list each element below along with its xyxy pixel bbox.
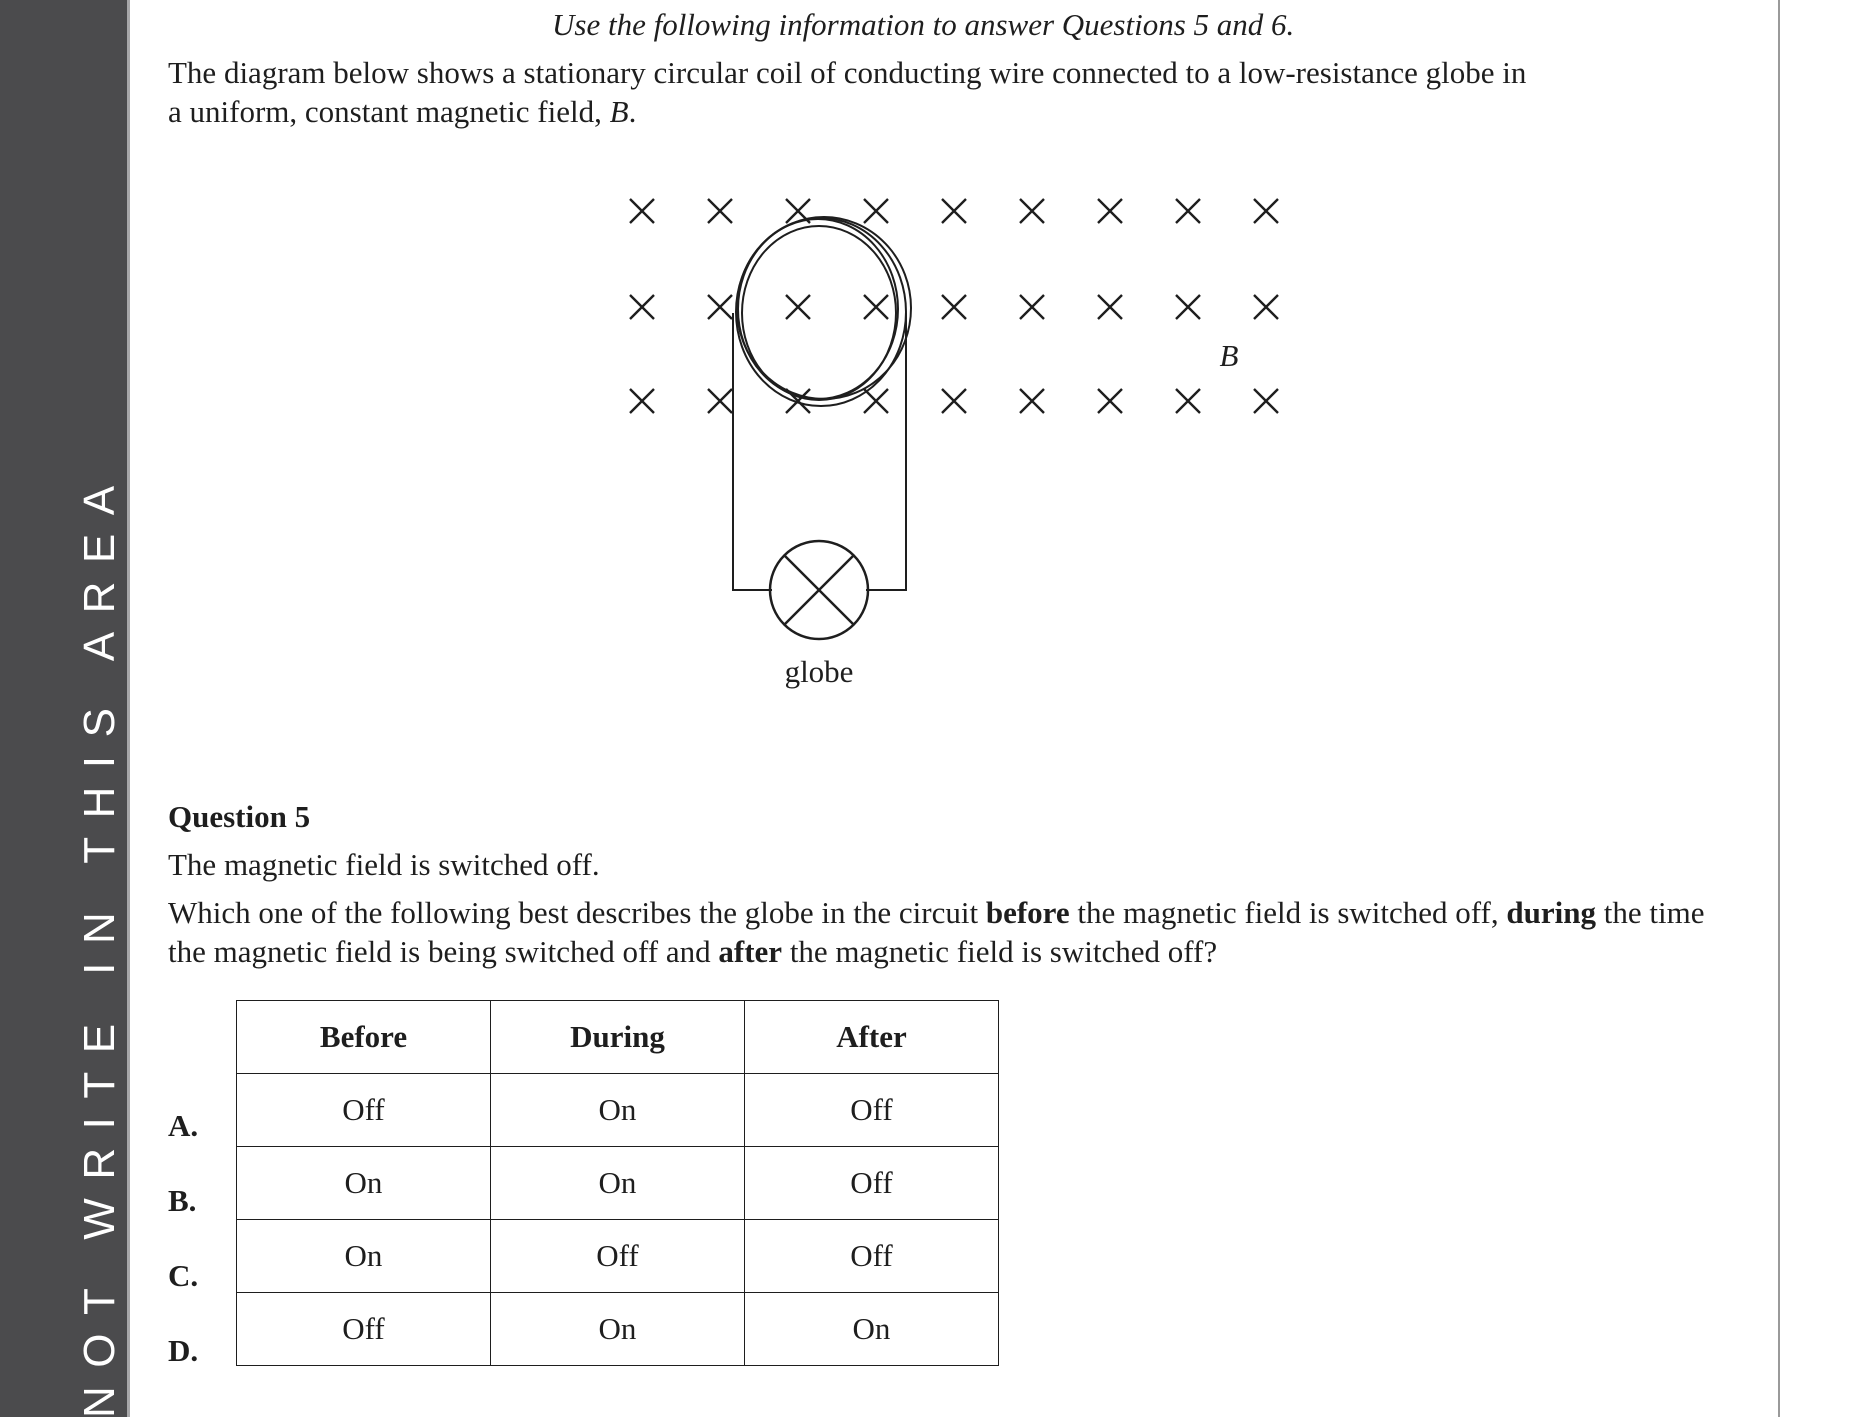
option-letter-c[interactable]: C.: [168, 1258, 199, 1293]
table-cell: On: [745, 1293, 999, 1366]
question-statement: The magnetic field is switched off.: [168, 847, 600, 882]
table-cell: On: [237, 1220, 491, 1293]
field-cross-icon: [1176, 295, 1200, 319]
answer-options-table: [236, 1000, 999, 1366]
table-cell: Off: [745, 1147, 999, 1220]
field-label: B: [1219, 338, 1239, 373]
field-cross-icon: [708, 295, 732, 319]
option-row-c[interactable]: [237, 1220, 999, 1293]
table-cell: Off: [491, 1220, 745, 1293]
field-cross-icon: [942, 295, 966, 319]
field-cross-icon: [1176, 199, 1200, 223]
field-cross-icon: [1098, 199, 1122, 223]
description-line1: The diagram below shows a stationary circular coil of conducting wire connected to a low-resistance globe in: [168, 55, 1527, 90]
prompt-emphasis: during: [1506, 895, 1596, 930]
header-before: Before: [237, 1001, 491, 1074]
option-row-b[interactable]: [237, 1147, 999, 1220]
globe-label: globe: [784, 654, 854, 689]
intro-instruction: Use the following information to answer Questions 5 and 6.: [552, 7, 1295, 42]
field-cross-icon: [630, 295, 654, 319]
prompt-emphasis: before: [985, 895, 1070, 930]
table-cell: Off: [745, 1220, 999, 1293]
question-prompt: [168, 893, 1728, 971]
table-cell: On: [491, 1147, 745, 1220]
field-cross-icon: [864, 389, 888, 413]
magnetic-field-crosses: [630, 199, 1278, 413]
field-cross-icon: [1020, 295, 1044, 319]
field-cross-icon: [786, 295, 810, 319]
description-line2-prefix: a uniform, constant magnetic field,: [168, 94, 610, 129]
question-title: Question 5: [168, 799, 311, 834]
field-cross-icon: [708, 199, 732, 223]
field-cross-icon: [630, 199, 654, 223]
field-cross-icon: [942, 389, 966, 413]
field-cross-icon: [1176, 389, 1200, 413]
field-cross-icon: [1020, 389, 1044, 413]
field-cross-icon: [708, 389, 732, 413]
diagram-description: [168, 53, 1728, 131]
option-letter-d[interactable]: D.: [168, 1333, 199, 1368]
field-symbol: B: [609, 94, 629, 129]
globe-symbol: [770, 541, 868, 639]
right-margin-rule: [1778, 0, 1780, 1417]
field-cross-icon: [864, 295, 888, 319]
table-cell: Off: [745, 1074, 999, 1147]
option-letter-b[interactable]: B.: [168, 1183, 197, 1218]
coil-loop-4: [742, 226, 896, 400]
option-row-a[interactable]: [237, 1074, 999, 1147]
option-row-d[interactable]: [237, 1293, 999, 1366]
field-cross-icon: [1254, 295, 1278, 319]
prompt-text: the magnetic field is switched off,: [1069, 895, 1507, 930]
prompt-text: Which one of the following best describes the globe in the circuit: [168, 895, 986, 930]
table-cell: Off: [237, 1074, 491, 1147]
field-cross-icon: [1098, 389, 1122, 413]
header-during: During: [491, 1001, 745, 1074]
table-cell: On: [491, 1293, 745, 1366]
option-letter-a[interactable]: A.: [168, 1108, 199, 1143]
field-cross-icon: [1254, 199, 1278, 223]
prompt-emphasis: after: [718, 934, 783, 969]
field-cross-icon: [1254, 389, 1278, 413]
table-cell: On: [237, 1147, 491, 1220]
coil-circuit-diagram: [600, 185, 1320, 705]
field-cross-icon: [1098, 295, 1122, 319]
prompt-text: the time the magnetic field is being switched off and: [168, 895, 1705, 969]
table-cell: On: [491, 1074, 745, 1147]
field-cross-icon: [1020, 199, 1044, 223]
coil: [736, 217, 911, 406]
margin-warning-text: NOT WRITE IN THIS AREA: [75, 467, 124, 1418]
prompt-text: the magnetic field is switched off?: [782, 934, 1218, 969]
description-line2-suffix: .: [628, 94, 637, 129]
field-cross-icon: [942, 199, 966, 223]
field-cross-icon: [630, 389, 654, 413]
field-cross-icon: [864, 199, 888, 223]
table-cell: Off: [237, 1293, 491, 1366]
circuit-wire: [733, 313, 906, 590]
margin-bar: [0, 0, 130, 1417]
header-after: After: [745, 1001, 999, 1074]
